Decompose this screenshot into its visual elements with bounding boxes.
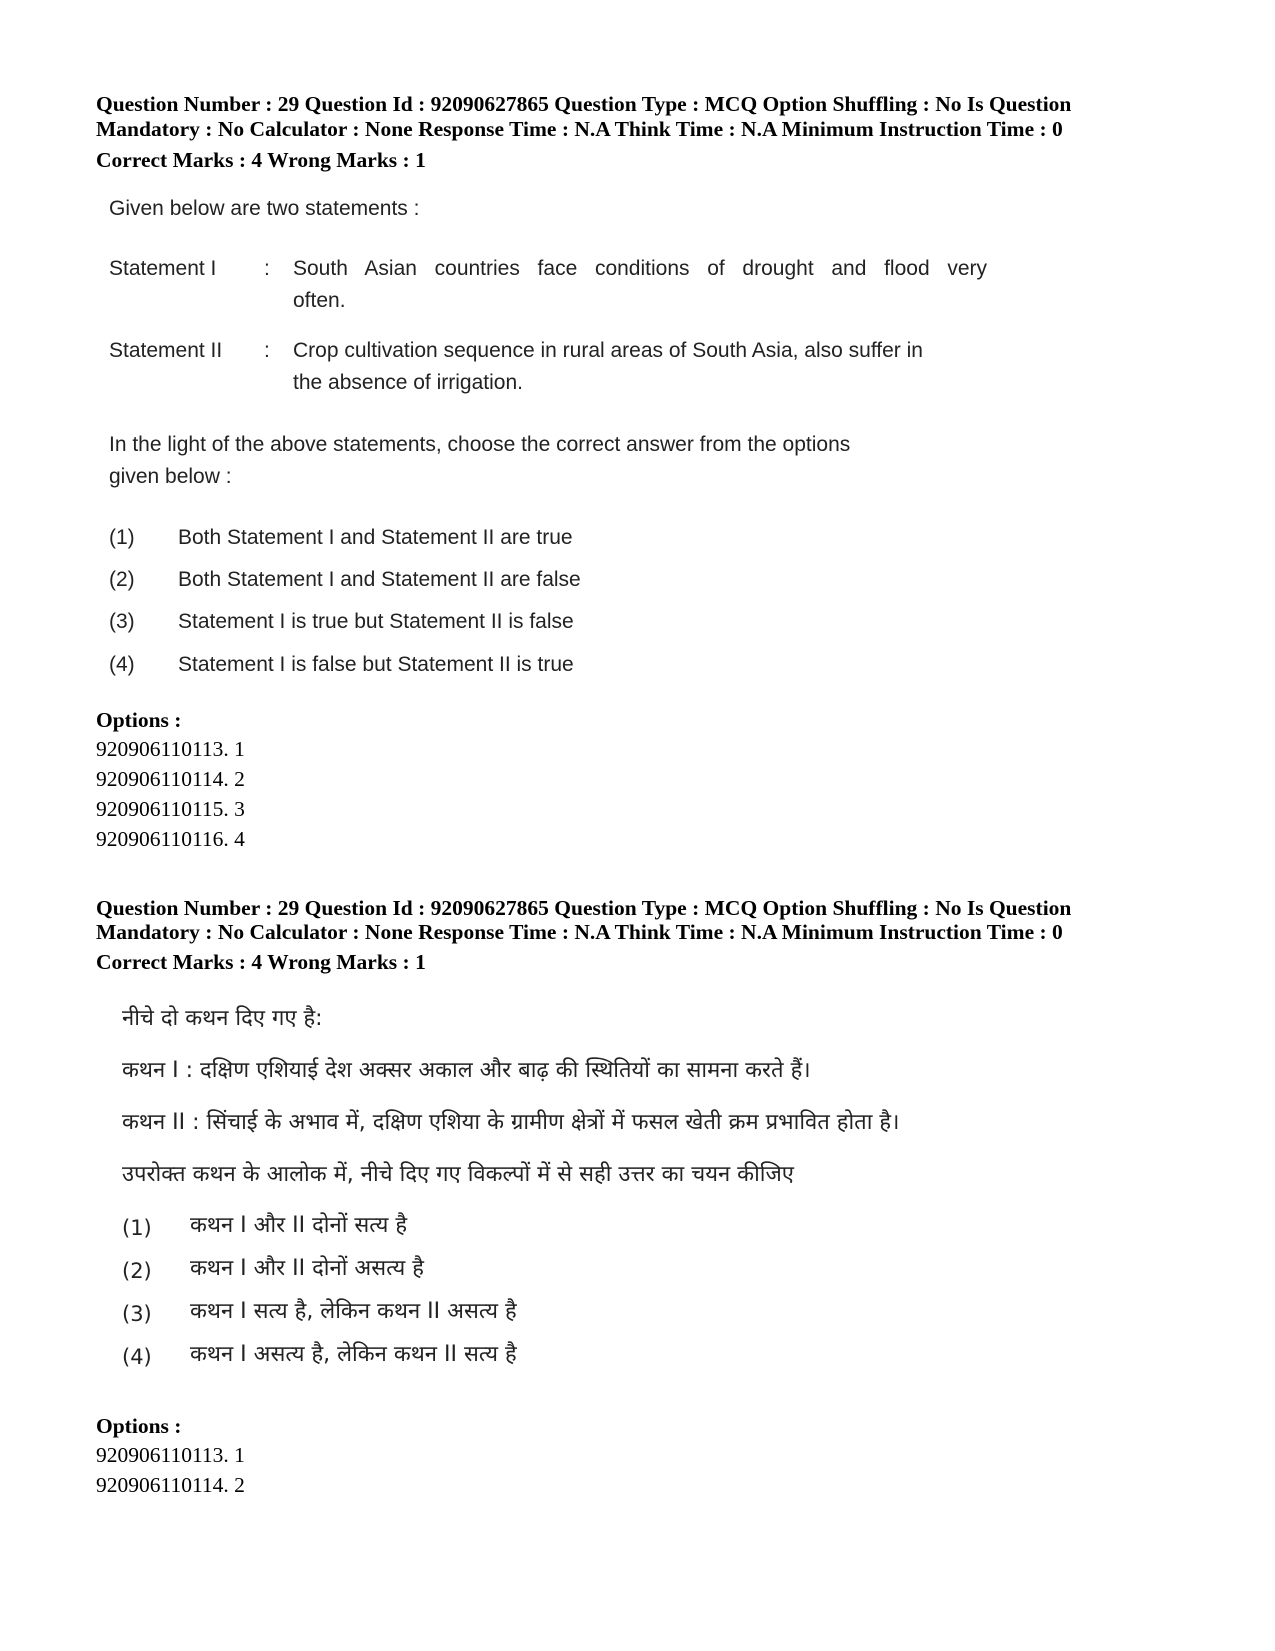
hindi-statements-intro: नीचे दो कथन दिए गए है: — [122, 1006, 323, 1031]
hindi-question-prompt: उपरोक्त कथन के आलोक में, नीचे दिए गए विकल्पों में से सही उत्तर का चयन कीजिए — [122, 1162, 794, 1187]
option-id-line: 920906110116. 4 — [96, 827, 245, 851]
statement-1-text-line1: South Asian countries face conditions of drought and flood very — [293, 257, 987, 280]
choice-text: कथन I सत्य है, लेकिन कथन II असत्य है — [190, 1299, 517, 1324]
choice-number: (2) — [109, 568, 135, 591]
question-header-line: Question Number : 29 Question Id : 92090627865 Question Type : MCQ Option Shuffling : No Is Question — [96, 92, 1072, 116]
question-header-line: Mandatory : No Calculator : None Response Time : N.A Think Time : N.A Minimum Instruction Time : 0 — [96, 920, 1063, 944]
option-id-line: 920906110114. 2 — [96, 1473, 245, 1497]
option-id-line: 920906110114. 2 — [96, 767, 245, 791]
statement-2-text-line2: the absence of irrigation. — [293, 371, 523, 394]
choice-text: Both Statement I and Statement II are false — [178, 568, 581, 591]
statement-1-label: Statement I — [109, 257, 217, 280]
marks-line: Correct Marks : 4 Wrong Marks : 1 — [96, 950, 426, 974]
choice-number: (1) — [109, 526, 135, 549]
question-prompt-line1: In the light of the above statements, choose the correct answer from the options — [109, 433, 851, 456]
statement-1-colon: : — [264, 257, 270, 280]
choice-text: Both Statement I and Statement II are true — [178, 526, 573, 549]
choice-number: (3) — [109, 610, 135, 633]
question-header-line: Question Number : 29 Question Id : 92090627865 Question Type : MCQ Option Shuffling : No Is Question — [96, 896, 1072, 920]
marks-line: Correct Marks : 4 Wrong Marks : 1 — [96, 148, 426, 172]
choice-number: (1) — [122, 1216, 152, 1240]
question-prompt-line2: given below : — [109, 465, 232, 488]
choice-number: (4) — [122, 1345, 152, 1369]
statements-intro: Given below are two statements : — [109, 197, 420, 220]
statement-2-label: Statement II — [109, 339, 223, 362]
choice-number: (3) — [122, 1302, 152, 1326]
choice-text: कथन I और II दोनों सत्य है — [190, 1213, 408, 1238]
question-header-line: Mandatory : No Calculator : None Response Time : N.A Think Time : N.A Minimum Instruction Time : 0 — [96, 117, 1063, 141]
choice-text: कथन I और II दोनों असत्य है — [190, 1256, 424, 1281]
option-id-line: 920906110113. 1 — [96, 1443, 245, 1467]
choice-number: (2) — [122, 1259, 152, 1283]
statement-1-text-line2: often. — [293, 289, 346, 312]
option-id-line: 920906110113. 1 — [96, 737, 245, 761]
choice-text: कथन I असत्य है, लेकिन कथन II सत्य है — [190, 1342, 517, 1367]
hindi-statement-2: कथन II : सिंचाई के अभाव में, दक्षिण एशिया के ग्रामीण क्षेत्रों में फसल खेती क्रम प्रभावित होता है। — [122, 1110, 900, 1135]
choice-text: Statement I is false but Statement II is true — [178, 653, 574, 676]
options-title: Options : — [96, 708, 182, 732]
options-title: Options : — [96, 1414, 182, 1438]
statement-2-colon: : — [264, 339, 270, 362]
choice-number: (4) — [109, 653, 135, 676]
option-id-line: 920906110115. 3 — [96, 797, 245, 821]
statement-2-text-line1: Crop cultivation sequence in rural areas of South Asia, also suffer in — [293, 339, 923, 362]
hindi-statement-1: कथन I : दक्षिण एशियाई देश अक्सर अकाल और बाढ़ की स्थितियों का सामना करते हैं। — [122, 1058, 811, 1083]
choice-text: Statement I is true but Statement II is false — [178, 610, 574, 633]
